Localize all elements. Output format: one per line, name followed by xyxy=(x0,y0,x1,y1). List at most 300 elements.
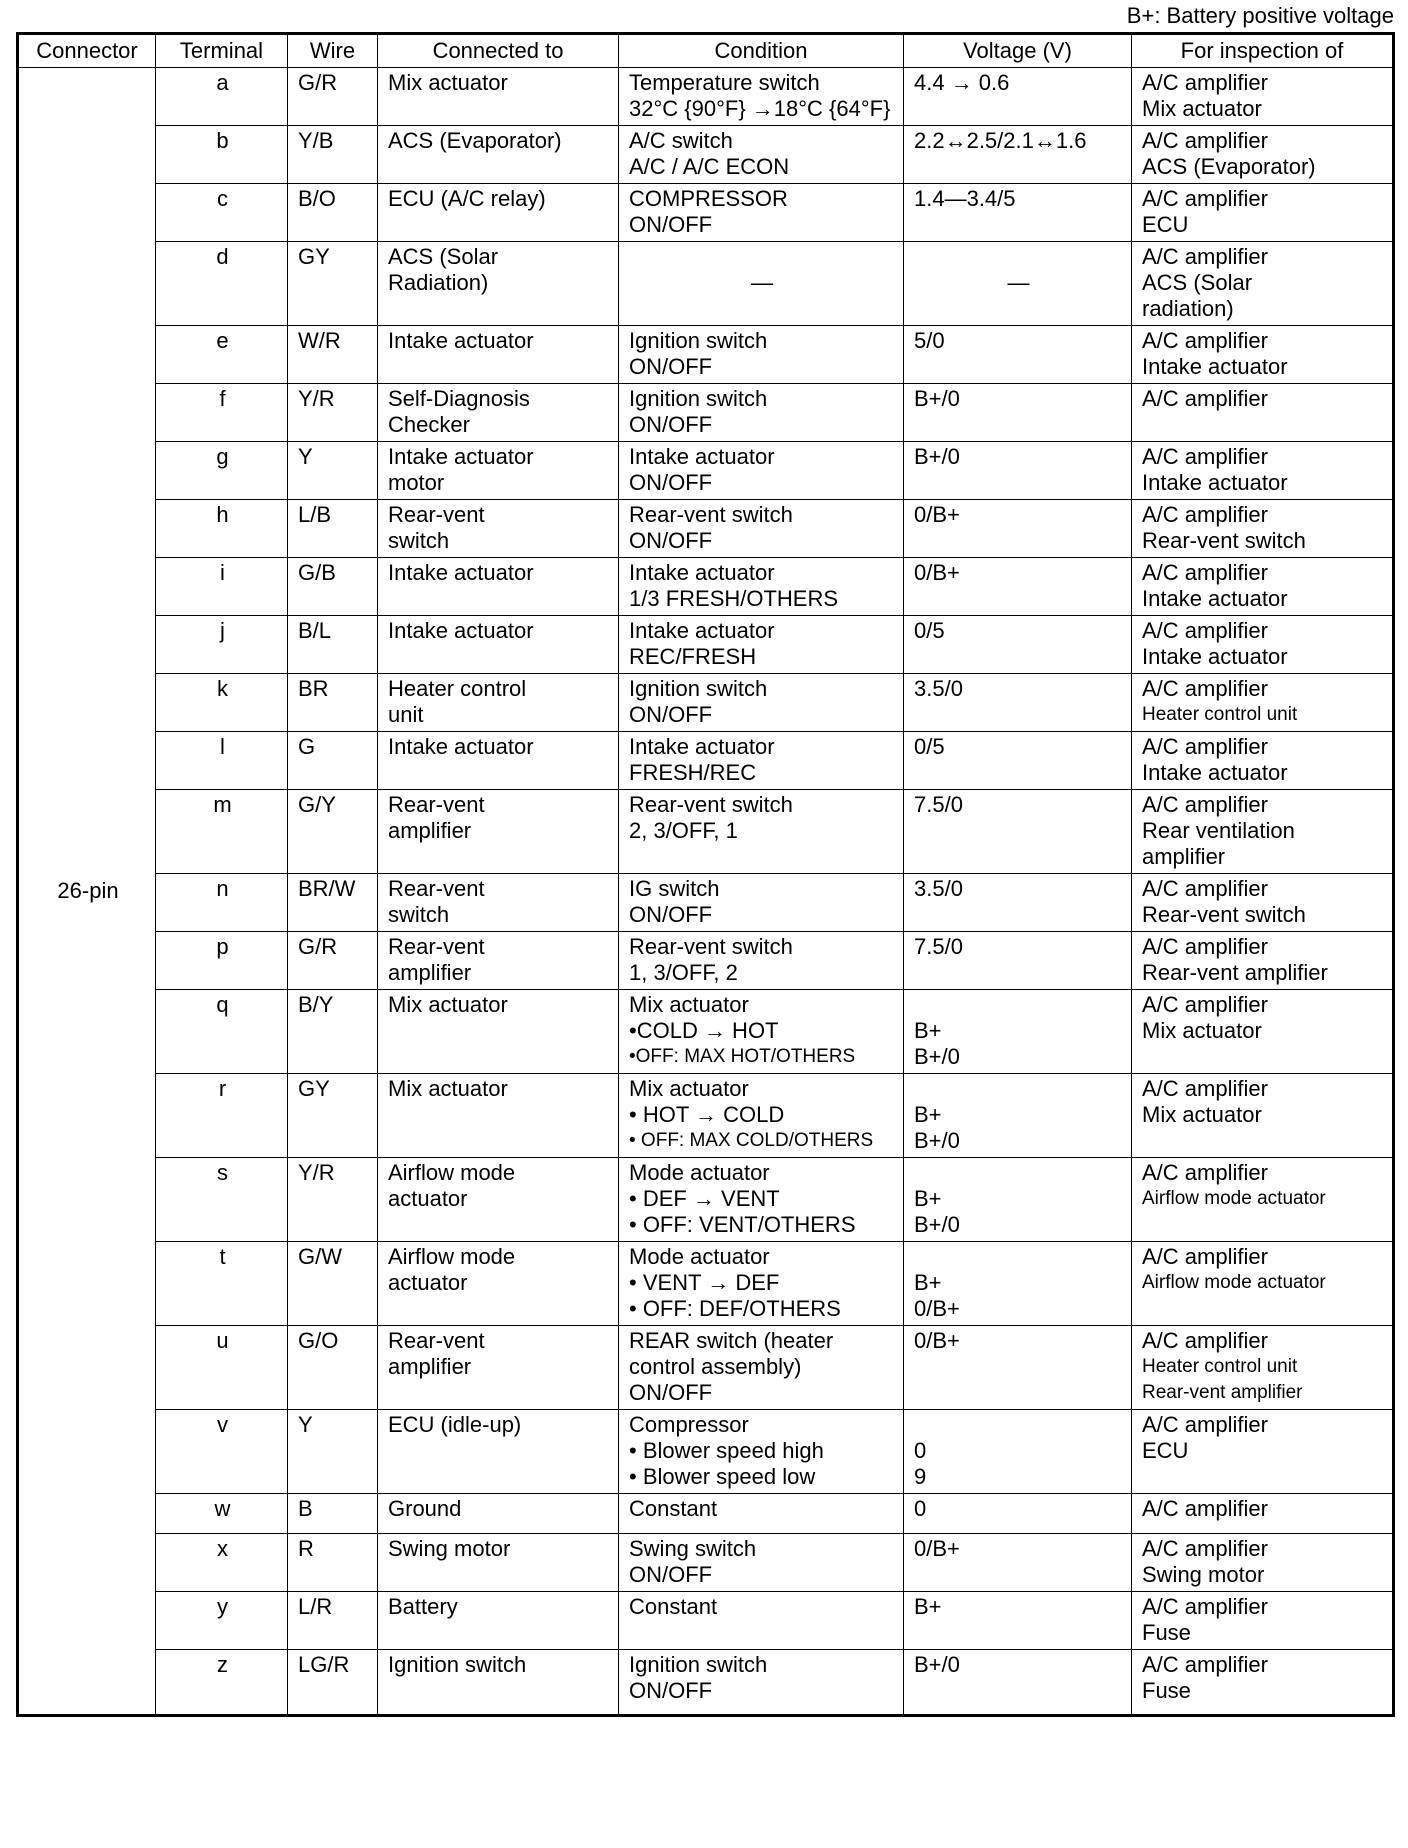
terminal-inspection-table xyxy=(16,32,1395,1717)
condition-cell xyxy=(619,1494,904,1534)
condition-line: Intake actuator xyxy=(629,560,775,585)
connected-to-cell xyxy=(378,1534,619,1592)
condition-cell xyxy=(619,126,904,184)
inspection-cell xyxy=(1132,442,1394,500)
connected-to-cell xyxy=(378,126,619,184)
inspection-line: Intake actuator xyxy=(1142,760,1288,785)
terminal-cell: t xyxy=(156,1242,288,1326)
connected-to-line: Heater control xyxy=(388,676,527,701)
voltage-line: — xyxy=(1007,270,1030,295)
inspection-line: ECU xyxy=(1142,1438,1189,1463)
terminal-cell: d xyxy=(156,242,288,326)
table-header-row xyxy=(18,34,1394,68)
connected-to-line: unit xyxy=(388,702,424,727)
condition-line: • DEF → VENT xyxy=(629,1186,780,1211)
terminal-cell: u xyxy=(156,1326,288,1410)
connected-to-line: Mix actuator xyxy=(388,70,508,95)
wire-cell: B xyxy=(288,1494,378,1534)
inspection-cell xyxy=(1132,1592,1394,1650)
voltage-line: B+/0 xyxy=(914,444,960,469)
wire-cell: G/W xyxy=(288,1242,378,1326)
condition-cell xyxy=(619,68,904,126)
voltage-line: 0/B+ xyxy=(914,502,960,527)
condition-line: • OFF: VENT/OTHERS xyxy=(629,1212,856,1237)
wire-cell: BR xyxy=(288,674,378,732)
inspection-line: A/C amplifier xyxy=(1142,1244,1268,1269)
inspection-cell xyxy=(1132,384,1394,442)
condition-cell xyxy=(619,558,904,616)
connected-to-line: Intake actuator xyxy=(388,444,534,469)
condition-line: — xyxy=(751,270,773,295)
table-row xyxy=(18,1242,1394,1326)
condition-line: ON/OFF xyxy=(629,902,713,927)
connected-to-cell xyxy=(378,990,619,1074)
terminal-cell: b xyxy=(156,126,288,184)
voltage-line: 5/0 xyxy=(914,328,945,353)
voltage-cell xyxy=(904,68,1132,126)
inspection-cell xyxy=(1132,184,1394,242)
terminal-cell: g xyxy=(156,442,288,500)
condition-cell xyxy=(619,1074,904,1158)
connected-to-cell xyxy=(378,1158,619,1242)
inspection-cell xyxy=(1132,1534,1394,1592)
terminal-cell: v xyxy=(156,1410,288,1494)
voltage-cell xyxy=(904,874,1132,932)
connected-to-line: amplifier xyxy=(388,1354,472,1379)
voltage-cell xyxy=(904,1326,1132,1410)
terminal-cell: w xyxy=(156,1494,288,1534)
inspection-line: A/C amplifier xyxy=(1142,128,1268,153)
connected-to-cell xyxy=(378,732,619,790)
inspection-line: A/C amplifier xyxy=(1142,1496,1268,1521)
inspection-line: Intake actuator xyxy=(1142,470,1288,495)
inspection-cell xyxy=(1132,790,1394,874)
inspection-line: A/C amplifier xyxy=(1142,560,1268,585)
voltage-line: B+/0 xyxy=(914,1128,960,1153)
inspection-line: A/C amplifier xyxy=(1142,876,1268,901)
inspection-line: Airflow mode actuator xyxy=(1142,1272,1326,1293)
inspection-cell xyxy=(1132,732,1394,790)
inspection-line: Intake actuator xyxy=(1142,586,1288,611)
voltage-line: 4.4 → 0.6 xyxy=(914,70,1010,95)
voltage-line: 0/B+ xyxy=(914,1536,960,1561)
voltage-line xyxy=(914,1076,1123,1102)
condition-line: ON/OFF xyxy=(629,212,713,237)
condition-line: Swing switch xyxy=(629,1536,757,1561)
inspection-line: ACS (Evaporator) xyxy=(1142,154,1316,179)
connected-to-line: motor xyxy=(388,470,445,495)
connected-to-line: Battery xyxy=(388,1594,458,1619)
inspection-line: A/C amplifier xyxy=(1142,444,1268,469)
condition-cell xyxy=(619,674,904,732)
condition-line: Ignition switch xyxy=(629,328,768,353)
table-row xyxy=(18,326,1394,384)
condition-cell xyxy=(619,384,904,442)
condition-cell xyxy=(619,732,904,790)
connected-to-cell xyxy=(378,326,619,384)
voltage-cell xyxy=(904,1534,1132,1592)
terminal-cell: l xyxy=(156,732,288,790)
connected-to-cell xyxy=(378,1592,619,1650)
condition-line: Ignition switch xyxy=(629,1652,768,1677)
inspection-line: Airflow mode actuator xyxy=(1142,1188,1326,1209)
table-row xyxy=(18,790,1394,874)
table-row xyxy=(18,68,1394,126)
wire-cell: G/R xyxy=(288,68,378,126)
condition-line: Ignition switch xyxy=(629,386,768,411)
connected-to-cell xyxy=(378,1326,619,1410)
voltage-cell xyxy=(904,242,1132,326)
inspection-line: Mix actuator xyxy=(1142,1018,1262,1043)
terminal-cell: c xyxy=(156,184,288,242)
table-row xyxy=(18,500,1394,558)
inspection-cell xyxy=(1132,126,1394,184)
condition-cell xyxy=(619,442,904,500)
condition-cell xyxy=(619,184,904,242)
connected-to-line: Ground xyxy=(388,1496,462,1521)
voltage-line: 1.4—3.4/5 xyxy=(914,186,1016,211)
connected-to-cell xyxy=(378,674,619,732)
condition-line: • OFF: MAX COLD/OTHERS xyxy=(629,1130,874,1151)
condition-line: ON/OFF xyxy=(629,412,713,437)
voltage-line: 0 xyxy=(914,1438,927,1463)
condition-line: Ignition switch xyxy=(629,676,768,701)
inspection-cell xyxy=(1132,558,1394,616)
voltage-line: B+ xyxy=(914,1270,942,1295)
condition-line: Rear-vent switch xyxy=(629,502,793,527)
inspection-line: A/C amplifier xyxy=(1142,328,1268,353)
connected-to-line: Rear-vent xyxy=(388,502,485,527)
condition-cell xyxy=(619,932,904,990)
inspection-line: A/C amplifier xyxy=(1142,676,1268,701)
voltage-line: 0/B+ xyxy=(914,1328,960,1353)
connected-to-cell xyxy=(378,184,619,242)
connected-to-line: amplifier xyxy=(388,960,472,985)
condition-line: Constant xyxy=(629,1594,718,1619)
terminal-cell: p xyxy=(156,932,288,990)
table-row xyxy=(18,674,1394,732)
condition-line: 1, 3/OFF, 2 xyxy=(629,960,738,985)
condition-line: A/C / A/C ECON xyxy=(629,154,790,179)
terminal-cell: n xyxy=(156,874,288,932)
voltage-cell xyxy=(904,732,1132,790)
voltage-cell xyxy=(904,384,1132,442)
table-row xyxy=(18,1158,1394,1242)
connected-to-line: Intake actuator xyxy=(388,618,534,643)
connected-to-line: Rear-vent xyxy=(388,934,485,959)
inspection-cell xyxy=(1132,1326,1394,1410)
header-inspection: For inspection of xyxy=(1132,34,1394,68)
connected-to-line: Ignition switch xyxy=(388,1652,527,1677)
inspection-line: A/C amplifier xyxy=(1142,386,1268,411)
voltage-cell xyxy=(904,1410,1132,1494)
condition-line: • VENT → DEF xyxy=(629,1270,780,1295)
condition-line: ON/OFF xyxy=(629,1380,713,1405)
voltage-cell xyxy=(904,126,1132,184)
connected-to-line: Intake actuator xyxy=(388,734,534,759)
table-row xyxy=(18,442,1394,500)
connected-to-line: Radiation) xyxy=(388,270,489,295)
wire-cell: Y/R xyxy=(288,1158,378,1242)
condition-line: ON/OFF xyxy=(629,354,713,379)
inspection-cell xyxy=(1132,1494,1394,1534)
inspection-cell xyxy=(1132,674,1394,732)
voltage-line: B+/0 xyxy=(914,1044,960,1069)
table-row xyxy=(18,1650,1394,1716)
condition-line: control assembly) xyxy=(629,1354,802,1379)
inspection-cell xyxy=(1132,990,1394,1074)
inspection-line: Swing motor xyxy=(1142,1562,1265,1587)
inspection-line: ECU xyxy=(1142,212,1189,237)
connected-to-cell xyxy=(378,932,619,990)
header-voltage: Voltage (V) xyxy=(904,34,1132,68)
header-wire: Wire xyxy=(288,34,378,68)
inspection-cell xyxy=(1132,1074,1394,1158)
condition-line: 1/3 FRESH/OTHERS xyxy=(629,586,839,611)
connected-to-cell xyxy=(378,1494,619,1534)
voltage-line: 0 xyxy=(914,1496,927,1521)
voltage-cell xyxy=(904,616,1132,674)
condition-line: Mix actuator xyxy=(629,992,749,1017)
terminal-cell: q xyxy=(156,990,288,1074)
inspection-line: Mix actuator xyxy=(1142,96,1262,121)
inspection-line: A/C amplifier xyxy=(1142,934,1268,959)
header-connector: Connector xyxy=(18,34,156,68)
wire-cell: L/R xyxy=(288,1592,378,1650)
terminal-cell: j xyxy=(156,616,288,674)
wire-cell: G/R xyxy=(288,932,378,990)
wire-cell: B/L xyxy=(288,616,378,674)
inspection-line: A/C amplifier xyxy=(1142,1652,1268,1677)
voltage-cell xyxy=(904,442,1132,500)
inspection-line: A/C amplifier xyxy=(1142,1412,1268,1437)
wire-cell: B/Y xyxy=(288,990,378,1074)
condition-line: 32°C {90°F} →18°C {64°F} xyxy=(629,96,891,121)
condition-line: Mode actuator xyxy=(629,1160,770,1185)
voltage-cell xyxy=(904,1592,1132,1650)
condition-line: A/C switch xyxy=(629,128,733,153)
inspection-cell xyxy=(1132,932,1394,990)
voltage-cell xyxy=(904,1242,1132,1326)
voltage-line: 9 xyxy=(914,1464,927,1489)
table-row xyxy=(18,1074,1394,1158)
connected-to-cell xyxy=(378,1074,619,1158)
connected-to-line: Airflow mode xyxy=(388,1244,516,1269)
connected-to-cell xyxy=(378,442,619,500)
condition-cell xyxy=(619,1410,904,1494)
inspection-line: Heater control unit xyxy=(1142,704,1298,725)
inspection-cell xyxy=(1132,1158,1394,1242)
voltage-line: B+ xyxy=(914,1594,942,1619)
inspection-line: Intake actuator xyxy=(1142,644,1288,669)
voltage-cell xyxy=(904,932,1132,990)
table-row xyxy=(18,384,1394,442)
wire-cell: G/Y xyxy=(288,790,378,874)
wire-cell: GY xyxy=(288,1074,378,1158)
condition-line: Intake actuator xyxy=(629,618,775,643)
table-row xyxy=(18,1326,1394,1410)
terminal-cell: a xyxy=(156,68,288,126)
voltage-cell xyxy=(904,674,1132,732)
condition-line: ON/OFF xyxy=(629,1562,713,1587)
voltage-line: 7.5/0 xyxy=(914,934,963,959)
inspection-cell xyxy=(1132,326,1394,384)
terminal-cell: h xyxy=(156,500,288,558)
table-row xyxy=(18,1592,1394,1650)
wire-cell: B/O xyxy=(288,184,378,242)
battery-voltage-note: B+: Battery positive voltage xyxy=(1126,3,1394,28)
voltage-line xyxy=(914,1244,1123,1270)
table-row xyxy=(18,874,1394,932)
condition-line: •COLD → HOT xyxy=(629,1018,779,1043)
inspection-cell xyxy=(1132,1242,1394,1326)
voltage-line: 2.2↔2.5/2.1↔1.6 xyxy=(914,128,1087,153)
wire-cell: L/B xyxy=(288,500,378,558)
wire-cell: Y/R xyxy=(288,384,378,442)
inspection-line: A/C amplifier xyxy=(1142,1160,1268,1185)
connected-to-line: Rear-vent xyxy=(388,1328,485,1353)
inspection-line: A/C amplifier xyxy=(1142,244,1268,269)
connected-to-line: ACS (Solar xyxy=(388,244,499,269)
terminal-cell: r xyxy=(156,1074,288,1158)
inspection-line: Fuse xyxy=(1142,1678,1191,1703)
connected-to-line: Intake actuator xyxy=(388,560,534,585)
voltage-line xyxy=(914,1412,1123,1438)
voltage-line: 3.5/0 xyxy=(914,676,963,701)
condition-line: Constant xyxy=(629,1496,718,1521)
connected-to-cell xyxy=(378,68,619,126)
table-row xyxy=(18,242,1394,326)
connected-to-line: Mix actuator xyxy=(388,992,508,1017)
voltage-line: B+/0 xyxy=(914,386,960,411)
voltage-cell xyxy=(904,990,1132,1074)
voltage-line: 7.5/0 xyxy=(914,792,963,817)
wire-cell: GY xyxy=(288,242,378,326)
condition-line: • Blower speed low xyxy=(629,1464,816,1489)
connected-to-cell xyxy=(378,790,619,874)
wire-cell: G xyxy=(288,732,378,790)
connected-to-line: Airflow mode xyxy=(388,1160,516,1185)
table-row xyxy=(18,1534,1394,1592)
inspection-line: amplifier xyxy=(1142,844,1226,869)
condition-line: • Blower speed high xyxy=(629,1438,824,1463)
voltage-cell xyxy=(904,500,1132,558)
connected-to-line: switch xyxy=(388,902,450,927)
connected-to-line: ACS (Evaporator) xyxy=(388,128,562,153)
wire-cell: Y xyxy=(288,442,378,500)
connected-to-cell xyxy=(378,1650,619,1716)
condition-line: • HOT → COLD xyxy=(629,1102,785,1127)
condition-cell xyxy=(619,790,904,874)
header-condition: Condition xyxy=(619,34,904,68)
voltage-line: 0/5 xyxy=(914,618,945,643)
inspection-line: A/C amplifier xyxy=(1142,992,1268,1017)
wire-cell: LG/R xyxy=(288,1650,378,1716)
connected-to-line: actuator xyxy=(388,1186,468,1211)
connected-to-cell xyxy=(378,1410,619,1494)
inspection-line: Rear-vent amplifier xyxy=(1142,1382,1303,1403)
inspection-line: A/C amplifier xyxy=(1142,1076,1268,1101)
condition-line: Rear-vent switch xyxy=(629,792,793,817)
inspection-line: Rear-vent switch xyxy=(1142,528,1306,553)
condition-line: • OFF: DEF/OTHERS xyxy=(629,1296,841,1321)
connected-to-cell xyxy=(378,242,619,326)
connected-to-line: Rear-vent xyxy=(388,876,485,901)
inspection-cell xyxy=(1132,616,1394,674)
voltage-line xyxy=(914,1160,1123,1186)
condition-cell xyxy=(619,1592,904,1650)
voltage-line: 0/B+ xyxy=(914,560,960,585)
table-row xyxy=(18,126,1394,184)
voltage-line: B+/0 xyxy=(914,1652,960,1677)
voltage-line: B+ xyxy=(914,1186,942,1211)
terminal-cell: e xyxy=(156,326,288,384)
voltage-cell xyxy=(904,1494,1132,1534)
table-row xyxy=(18,1494,1394,1534)
terminal-cell: x xyxy=(156,1534,288,1592)
condition-cell xyxy=(619,990,904,1074)
terminal-cell: m xyxy=(156,790,288,874)
table-row xyxy=(18,558,1394,616)
condition-line: ON/OFF xyxy=(629,702,713,727)
inspection-line: A/C amplifier xyxy=(1142,70,1268,95)
inspection-line: A/C amplifier xyxy=(1142,1328,1268,1353)
voltage-cell xyxy=(904,790,1132,874)
voltage-line: 3.5/0 xyxy=(914,876,963,901)
table-row xyxy=(18,1410,1394,1494)
condition-line: Mode actuator xyxy=(629,1244,770,1269)
condition-cell xyxy=(619,500,904,558)
terminal-cell: z xyxy=(156,1650,288,1716)
condition-line: IG switch xyxy=(629,876,720,901)
condition-cell xyxy=(619,1158,904,1242)
connected-to-line: actuator xyxy=(388,1270,468,1295)
inspection-line: A/C amplifier xyxy=(1142,1536,1268,1561)
voltage-cell xyxy=(904,1074,1132,1158)
table-row xyxy=(18,732,1394,790)
connected-to-line: Checker xyxy=(388,412,470,437)
terminal-cell: s xyxy=(156,1158,288,1242)
table-row xyxy=(18,616,1394,674)
inspection-line: Fuse xyxy=(1142,1620,1191,1645)
voltage-line: 0/B+ xyxy=(914,1296,960,1321)
terminal-cell: f xyxy=(156,384,288,442)
inspection-line: A/C amplifier xyxy=(1142,792,1268,817)
wire-cell: G/O xyxy=(288,1326,378,1410)
inspection-line: Rear-vent amplifier xyxy=(1142,960,1328,985)
voltage-cell xyxy=(904,558,1132,616)
inspection-cell xyxy=(1132,1650,1394,1716)
condition-line: Temperature switch xyxy=(629,70,820,95)
connected-to-line: ECU (A/C relay) xyxy=(388,186,546,211)
condition-line: 2, 3/OFF, 1 xyxy=(629,818,738,843)
connected-to-line: Swing motor xyxy=(388,1536,511,1561)
condition-line: Intake actuator xyxy=(629,734,775,759)
condition-line: ON/OFF xyxy=(629,470,713,495)
inspection-line: Intake actuator xyxy=(1142,354,1288,379)
inspection-line: Rear-vent switch xyxy=(1142,902,1306,927)
voltage-cell xyxy=(904,184,1132,242)
inspection-line: A/C amplifier xyxy=(1142,1594,1268,1619)
condition-line: ON/OFF xyxy=(629,528,713,553)
inspection-line: Heater control unit xyxy=(1142,1356,1298,1377)
condition-cell xyxy=(619,1242,904,1326)
voltage-line xyxy=(914,992,1123,1018)
terminal-cell: k xyxy=(156,674,288,732)
condition-line: COMPRESSOR xyxy=(629,186,788,211)
voltage-line: B+ xyxy=(914,1102,942,1127)
wire-cell: G/B xyxy=(288,558,378,616)
